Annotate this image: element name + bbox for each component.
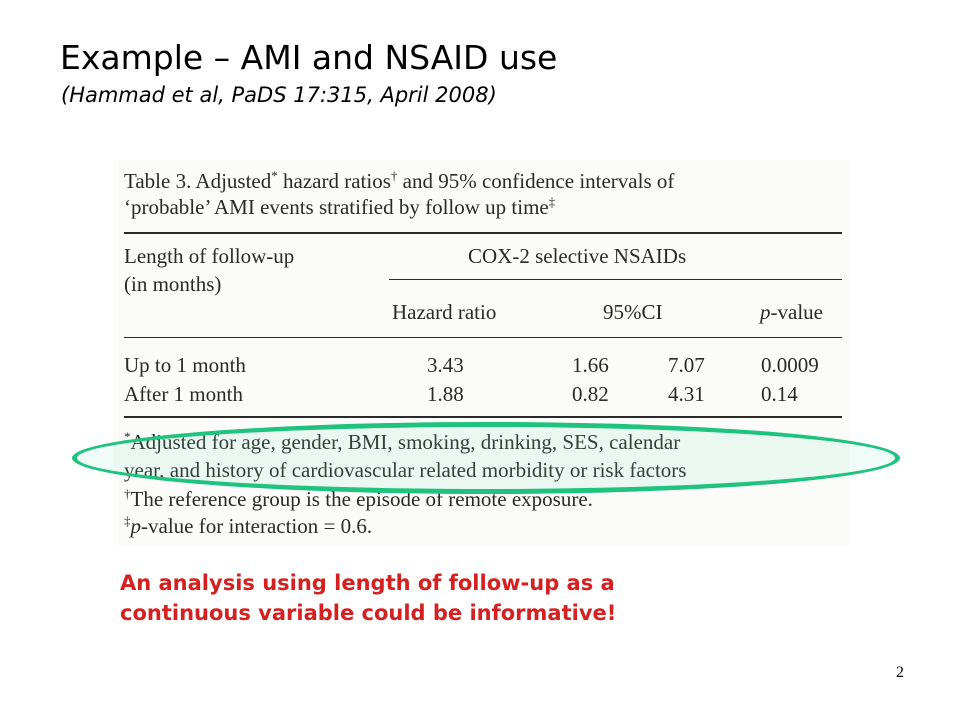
row-1-p-value: 0.0009 — [761, 353, 819, 377]
group-header-rule — [389, 279, 842, 280]
row-1-ci-high: 7.07 — [668, 353, 705, 377]
table-bottom-rule — [124, 416, 842, 418]
p-rest: -value — [770, 300, 823, 324]
column-header-ci: 95%CI — [603, 300, 663, 324]
analysis-note — [120, 568, 840, 628]
group-header: COX-2 selective NSAIDs — [468, 244, 687, 268]
caption-line2: ‘probable’ AMI events stratified by follow up time — [124, 195, 549, 219]
page-number: 2 — [896, 664, 904, 681]
row-2-ci-low: 0.82 — [572, 382, 609, 406]
caption-sup-dagger: † — [390, 168, 398, 183]
header-bottom-rule — [124, 337, 842, 338]
row-header-line1: Length of follow-up — [124, 244, 295, 268]
caption-line1-c: and 95% confidence intervals of — [397, 169, 675, 193]
footnote-ddagger-rest: -value for interaction = 0.6. — [141, 514, 373, 538]
caption-sup-star: * — [271, 168, 278, 183]
highlight-oval — [72, 422, 900, 494]
caption-line1-b: hazard ratios — [277, 169, 391, 193]
column-header-hazard-ratio: Hazard ratio — [392, 300, 497, 324]
row-2-p-value: 0.14 — [761, 382, 798, 406]
table-caption — [124, 168, 844, 220]
slide-subtitle: (Hammad et al, PaDS 17:315, April 2008) — [61, 83, 497, 107]
row-header-line2: (in months) — [124, 272, 222, 296]
analysis-note-line2: continuous variable could be informative! — [120, 601, 617, 625]
footnote-dagger-text: The reference group is the episode of remote exposure. — [130, 487, 593, 511]
row-2-label: After 1 month — [124, 382, 243, 406]
row-2-ci-high: 4.31 — [668, 382, 705, 406]
column-header-p-value — [760, 300, 823, 324]
analysis-note-line1: An analysis using length of follow-up as a — [120, 571, 615, 595]
row-1-label: Up to 1 month — [124, 353, 246, 377]
footnote-star-mark: * — [124, 429, 131, 444]
caption-sup-ddagger: ‡ — [548, 194, 556, 209]
footnote-star-text1: Adjusted for age, gender, BMI, smoking, drinking, SES, calendar — [130, 430, 681, 454]
slide-title: Example – AMI and NSAID use — [60, 38, 558, 77]
footnote-ddagger-mark: ‡ — [124, 513, 131, 528]
footnote-star-line2: year, and history of cardiovascular related morbidity or risk factors — [124, 458, 687, 482]
row-2-hazard-ratio: 1.88 — [427, 382, 464, 406]
p-italic: p — [760, 300, 771, 324]
footnote-ddagger — [124, 514, 372, 538]
table-top-rule — [124, 232, 842, 234]
row-1-hazard-ratio: 3.43 — [427, 353, 464, 377]
row-1-ci-low: 1.66 — [572, 353, 609, 377]
footnote-dagger-mark: † — [124, 486, 131, 501]
footnote-ddagger-p: p — [130, 514, 141, 538]
caption-line1-a: Table 3. Adjusted — [124, 169, 272, 193]
